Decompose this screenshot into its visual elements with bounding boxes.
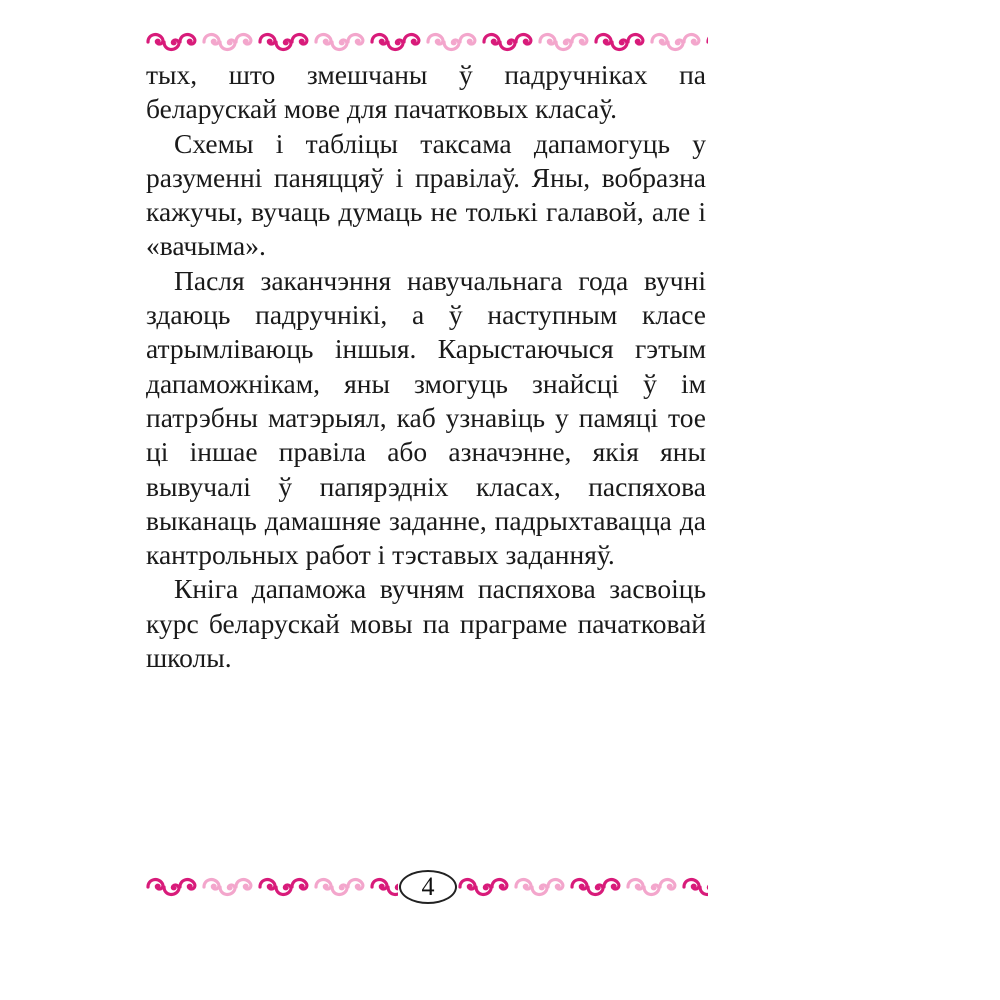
ornament-pattern <box>146 875 398 899</box>
page-number-badge <box>399 870 457 904</box>
paragraph-3: Пасля заканчэння навучальнага года вучні здаюць падручнікі, а ў наступным класе атрымліваюць іншыя. Карыстаючыся гэтым дапаможнікам, яны змогуць знайсці ў ім патрэбны матэрыял, каб узнавіць у памяці тое ці іншае правіла або азначэнне, якія яны вывучалі ў папярэдніх класах, паспяхова выканаць дамашняе заданне, падрыхтавацца да кантрольных работ і тэставых заданняў. <box>146 264 706 571</box>
bottom-ornament-right <box>458 875 708 899</box>
bottom-ornament-left <box>146 875 398 899</box>
page-number: 4 <box>421 872 435 901</box>
paragraph-2: Схемы і табліцы таксама дапамогуць у разуменні паняццяў і правілаў. Яны, вобразна кажучы, вучаць думаць не толькі галавой, але і «вачыма». <box>146 127 706 262</box>
ornament-pattern <box>146 30 708 54</box>
paragraph-4: Кніга дапаможа вучням паспяхова засвоіць курс беларускай мовы па праграме пачатковай школы. <box>146 573 706 674</box>
body-text <box>146 58 706 675</box>
ornament-pattern <box>458 875 708 899</box>
paragraph-1: тых, што змешчаны ў падручніках па беларускай мове для пачатковых класаў. <box>146 59 706 125</box>
top-ornament-border <box>146 30 708 54</box>
